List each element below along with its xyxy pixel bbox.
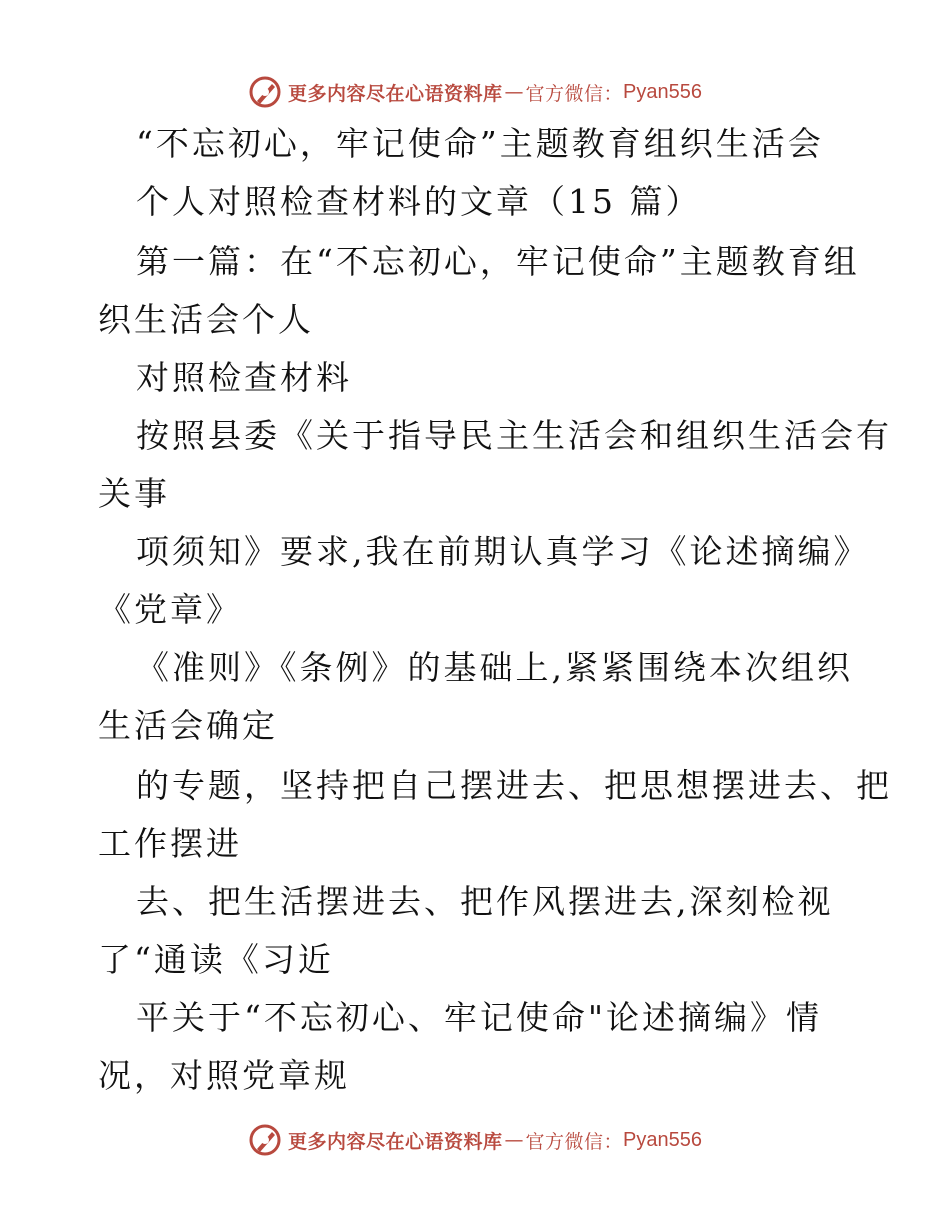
banner-wechat-id: Pyan556 xyxy=(623,1128,702,1151)
footer-banner xyxy=(0,1120,950,1160)
text-line: 平关于“不忘初心、牢记使命"论述摘编》情 xyxy=(136,998,823,1037)
text-line: 项须知》要求,我在前期认真学习《论述摘编》 xyxy=(136,532,870,571)
logo-pen-icon xyxy=(248,75,282,109)
banner-dash: — xyxy=(504,81,524,103)
banner-title: 更多内容尽在心语资料库 xyxy=(288,1130,503,1153)
text-line: 第一篇：在“不忘初心，牢记使命”主题教育组 xyxy=(136,242,860,281)
text-line: 按照县委《关于指导民主生活会和组织生活会有 xyxy=(136,416,892,455)
text-line: 《党章》 xyxy=(98,590,242,629)
text-line: 关事 xyxy=(98,474,170,513)
text-line: 况，对照党章规 xyxy=(98,1056,350,1095)
text-line: 织生活会个人 xyxy=(98,300,314,339)
text-line: 对照检查材料 xyxy=(136,358,352,397)
banner-title: 更多内容尽在心语资料库 xyxy=(288,82,503,105)
doc-title-line-1: “不忘初心，牢记使命”主题教育组织生活会 xyxy=(136,124,824,163)
banner-subtitle: 官方微信： xyxy=(525,82,624,105)
logo-pen-icon xyxy=(248,1123,282,1157)
text-line: 的专题，坚持把自己摆进去、把思想摆进去、把 xyxy=(136,766,892,805)
text-line: 生活会确定 xyxy=(98,706,278,745)
text-line: 去、把生活摆进去、把作风摆进去,深刻检视 xyxy=(136,882,834,921)
header-banner xyxy=(0,72,950,112)
text-line: 工作摆进 xyxy=(98,824,242,863)
banner-dash: — xyxy=(504,1129,524,1151)
text-line: 了“通读《习近 xyxy=(98,940,334,979)
banner-subtitle: 官方微信： xyxy=(525,1130,624,1153)
doc-title-line-2: 个人对照检查材料的文章（15 篇） xyxy=(136,182,702,221)
banner-wechat-id: Pyan556 xyxy=(623,80,702,103)
text-line: 《准则》《条例》的基础上,紧紧围绕本次组织 xyxy=(136,648,853,687)
